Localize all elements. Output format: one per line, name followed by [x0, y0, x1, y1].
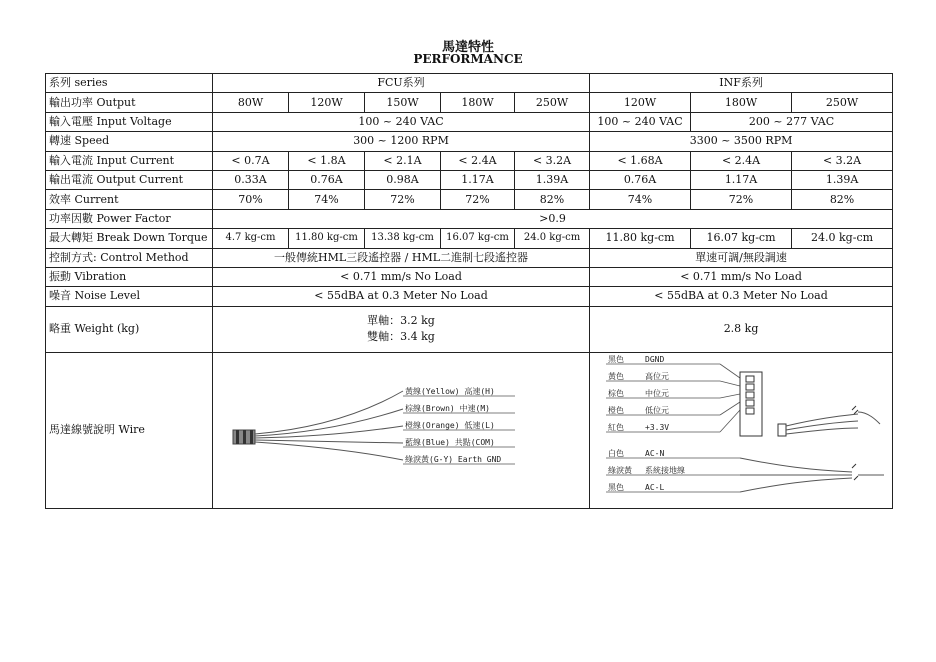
inf-power-desc: 系統接地線 [645, 466, 686, 476]
row-output-current [46, 170, 893, 189]
inf-power-color: 黑色 [608, 483, 625, 493]
cell: 72% [691, 190, 792, 209]
cell: 0.33A [213, 170, 289, 189]
label-wire: 馬達線號說明 Wire [46, 352, 213, 508]
label-power-factor: 功率因數 Power Factor [46, 209, 213, 228]
inf-break-icon [852, 464, 858, 480]
cell: 70% [213, 190, 289, 209]
fcu-wire-label: 綠淚黃(G-Y) Earth GND [405, 455, 502, 465]
cell: 3300 ~ 3500 RPM [590, 132, 893, 151]
cell: 300 ~ 1200 RPM [213, 132, 590, 151]
performance-table [45, 73, 893, 509]
cell: 4.7 kg-cm [213, 229, 289, 248]
row-speed [46, 132, 893, 151]
fcu-wire-label: 黃線(Yellow) 高速(H) [405, 387, 495, 397]
inf-power-desc: AC-L [645, 483, 665, 493]
fcu-wire-label: 棕線(Brown) 中速(M) [405, 404, 490, 414]
cell: < 1.68A [590, 151, 691, 170]
cell: 82% [515, 190, 590, 209]
inf-signal-desc: +3.3V [645, 423, 670, 433]
cell: < 2.4A [441, 151, 515, 170]
cell: 11.80 kg-cm [590, 229, 691, 248]
cell: 120W [590, 93, 691, 112]
label-weight: 略重 Weight (kg) [46, 306, 213, 352]
weight-double: 雙軸：3.4 kg [367, 330, 435, 344]
fcu-wire-svg [213, 354, 587, 506]
label-control: 控制方式: Control Method [46, 248, 213, 267]
row-voltage [46, 112, 893, 131]
label-vibration: 振動 Vibration [46, 267, 213, 286]
fcu-wire-label: 橙線(Orange) 低速(L) [405, 421, 495, 431]
inf-signal-desc: 高位元 [645, 372, 670, 382]
fcu-wire-line [255, 442, 403, 460]
cell: 13.38 kg-cm [365, 229, 441, 248]
label-output-current: 輸出電流 Output Current [46, 170, 213, 189]
cell: < 2.4A [691, 151, 792, 170]
wire-diagram-fcu [213, 352, 590, 508]
cell: 一般傳統HML三段遙控器 / HML二進制七段遙控器 [213, 248, 590, 267]
inf-cable-line [858, 412, 880, 424]
cell: 74% [289, 190, 365, 209]
row-wire [46, 352, 893, 508]
inf-power-line [740, 458, 852, 472]
label-torque: 最大轉矩 Break Down Torque [46, 229, 213, 248]
cell: < 55dBA at 0.3 Meter No Load [213, 287, 590, 306]
cell: 120W [289, 93, 365, 112]
cell: 1.39A [515, 170, 590, 189]
inf-series: INF系列 [590, 74, 893, 93]
cell: 150W [365, 93, 441, 112]
inf-power-color: 白色 [608, 449, 625, 459]
cell: 1.17A [441, 170, 515, 189]
cell: 74% [590, 190, 691, 209]
fcu-wire-line [255, 440, 403, 443]
cell: 200 ~ 277 VAC [691, 112, 893, 131]
row-noise [46, 287, 893, 306]
cell: 24.0 kg-cm [515, 229, 590, 248]
label-input-current: 輸入電流 Input Current [46, 151, 213, 170]
cell: < 2.1A [365, 151, 441, 170]
cell: 72% [441, 190, 515, 209]
fcu-plug-stripe [243, 430, 246, 444]
cell: 16.07 kg-cm [691, 229, 792, 248]
inf-signal-color: 黑色 [608, 355, 625, 365]
cell: < 3.2A [515, 151, 590, 170]
inf-cable-end [778, 424, 786, 436]
cell: 82% [792, 190, 893, 209]
cell: < 0.7A [213, 151, 289, 170]
inf-power-desc: AC-N [645, 449, 665, 459]
cell-weight-fcu [213, 306, 590, 352]
cell: 單速可調/無段調速 [590, 248, 893, 267]
row-output [46, 93, 893, 112]
cell: 250W [515, 93, 590, 112]
cell: 250W [792, 93, 893, 112]
inf-signal-color: 紅色 [608, 423, 625, 433]
cell: 180W [441, 93, 515, 112]
inf-signal-color: 棕色 [608, 389, 625, 399]
row-power-factor [46, 209, 893, 228]
inf-break-icon [852, 406, 858, 414]
cell: 2.8 kg [590, 306, 893, 352]
row-input-current [46, 151, 893, 170]
cell: < 0.71 mm/s No Load [590, 267, 893, 286]
row-control [46, 248, 893, 267]
row-torque [46, 229, 893, 248]
inf-signal-line [720, 364, 740, 378]
cell: 0.76A [289, 170, 365, 189]
fcu-wire-label: 藍線(Blue) 共點(COM) [405, 438, 495, 448]
cell: < 0.71 mm/s No Load [213, 267, 590, 286]
inf-power-line [740, 478, 852, 492]
inf-signal-color: 橙色 [608, 406, 625, 416]
wire-diagram-inf [590, 352, 893, 508]
inf-signal-desc: DGND [645, 355, 665, 365]
fcu-series: FCU系列 [213, 74, 590, 93]
row-vibration [46, 267, 893, 286]
fcu-plug-stripe [236, 430, 239, 444]
inf-wire-svg [590, 354, 893, 506]
cell: 1.39A [792, 170, 893, 189]
cell: 1.17A [691, 170, 792, 189]
fcu-plug-stripe [250, 430, 253, 444]
inf-signal-color: 黃色 [608, 372, 625, 382]
row-series [46, 74, 893, 93]
label-speed: 轉速 Speed [46, 132, 213, 151]
page-title: 馬達特性 [441, 40, 494, 55]
cell: 0.98A [365, 170, 441, 189]
cell: 0.76A [590, 170, 691, 189]
cell: 100 ~ 240 VAC [590, 112, 691, 131]
row-efficiency [46, 190, 893, 209]
inf-signal-desc: 低位元 [645, 406, 670, 416]
page-subtitle: PERFORMANCE [413, 52, 523, 66]
weight-single: 單軸：3.2 kg [367, 314, 435, 328]
cell: 180W [691, 93, 792, 112]
inf-signal-desc: 中位元 [645, 389, 670, 399]
cell: < 55dBA at 0.3 Meter No Load [590, 287, 893, 306]
cell: 11.80 kg-cm [289, 229, 365, 248]
label-efficiency: 效率 Current [46, 190, 213, 209]
inf-power-color: 綠淚黃 [608, 466, 633, 476]
cell: 80W [213, 93, 289, 112]
cell: 16.07 kg-cm [441, 229, 515, 248]
inf-cable-line [786, 428, 858, 434]
cell: < 1.8A [289, 151, 365, 170]
inf-signal-line [720, 394, 740, 398]
inf-signal-line [720, 381, 740, 386]
row-weight [46, 306, 893, 352]
cell: 72% [365, 190, 441, 209]
label-series: 系列 series [46, 74, 213, 93]
cell: 24.0 kg-cm [792, 229, 893, 248]
cell: >0.9 [213, 209, 893, 228]
label-output: 輸出功率 Output [46, 93, 213, 112]
label-noise: 噪音 Noise Level [46, 287, 213, 306]
label-voltage: 輸入電壓 Input Voltage [46, 112, 213, 131]
cell: < 3.2A [792, 151, 893, 170]
cell: 100 ~ 240 VAC [213, 112, 590, 131]
